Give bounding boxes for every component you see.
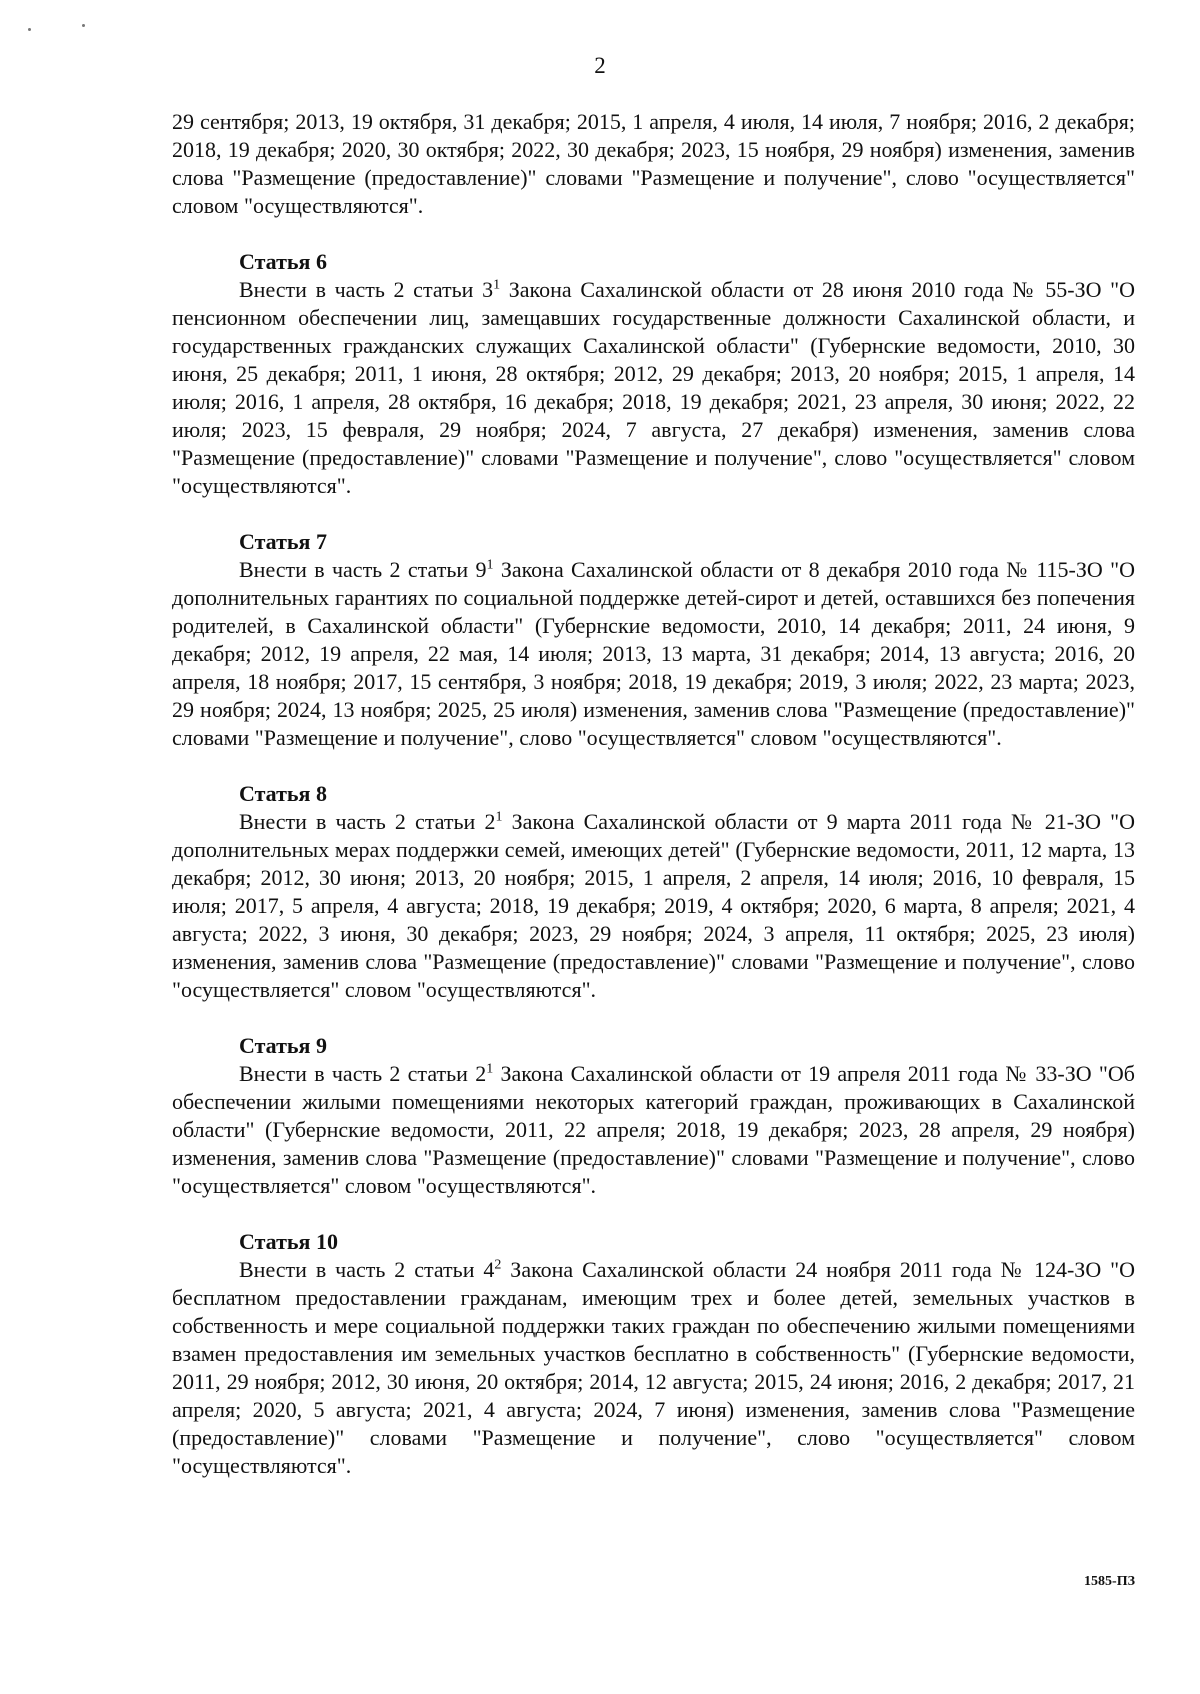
article-text xyxy=(172,808,1135,1004)
scan-speck xyxy=(82,24,85,27)
article-title: Статья 8 xyxy=(239,781,327,806)
article-text-start: Внести в часть 2 статьи 3 xyxy=(239,277,494,302)
article-text xyxy=(172,1060,1135,1200)
article-superscript: 1 xyxy=(493,277,501,293)
article-text-rest: Закона Сахалинской области от 19 апреля 2011 года № 33-ЗО "Об обеспечении жилыми помещениями некоторых категорий граждан, проживающих в Сахалинской области" (Губернские ведомости, 2011, 22 апреля; 2018, 19 декабря; 2023, 28 апреля, 29 ноября) изменения, заменив слова "Размещение (предоставление)" словами "Размещение и получение", слово "осуществляется" словом "осуществляются". xyxy=(172,1061,1135,1198)
article-text-rest: Закона Сахалинской области от 9 марта 2011 года № 21-ЗО "О дополнительных мерах поддержки семей, имеющих детей" (Губернские ведомости, 2011, 12 марта, 13 декабря; 2012, 30 июня; 2013, 20 ноября; 2015, 1 апреля, 2 апреля, 14 июля; 2016, 10 февраля, 15 июля; 2017, 5 апреля, 4 августа; 2018, 19 декабря; 2019, 4 октября; 2020, 6 марта, 8 апреля; 2021, 4 августа; 2022, 3 июня, 30 декабря; 2023, 29 ноября; 2024, 3 апреля, 11 октября; 2025, 23 июля) изменения, заменив слова "Размещение (предоставление)" словами "Размещение и получение", слово "осуществляется" словом "осуществляются". xyxy=(172,809,1135,1002)
article-text xyxy=(172,276,1135,500)
article-text-rest: Закона Сахалинской области от 28 июня 2010 года № 55-ЗО "О пенсионном обеспечении лиц, замещавших государственные должности Сахалинской области, и государственных гражданских служащих Сахалинской области" (Губернские ведомости, 2010, 30 июня, 25 декабря; 2011, 1 июня, 28 октября; 2012, 29 декабря; 2013, 20 ноября; 2015, 1 апреля, 14 июля; 2016, 1 апреля, 28 октября, 16 декабря; 2018, 19 декабря; 2021, 23 апреля, 30 июня; 2022, 22 июля; 2023, 15 февраля, 29 ноября; 2024, 7 августа, 27 декабря) изменения, заменив слова "Размещение (предоставление)" словами "Размещение и получение", слово "осуществляется" словом "осуществляются". xyxy=(172,277,1136,498)
article-text xyxy=(172,1256,1135,1480)
article-superscript: 1 xyxy=(486,1061,494,1077)
page-number: 2 xyxy=(594,53,606,78)
article-superscript: 1 xyxy=(486,557,494,573)
scan-speck xyxy=(28,28,31,31)
article-text xyxy=(172,556,1135,752)
article-text-rest: Закона Сахалинской области от 8 декабря 2010 года № 115-ЗО "О дополнительных гарантиях по социальной поддержке детей-сирот и детей, оставшихся без попечения родителей, в Сахалинской области" (Губернские ведомости, 2010, 14 декабря; 2011, 24 июня, 9 декабря; 2012, 19 апреля, 22 мая, 14 июля; 2013, 13 марта, 31 декабря; 2014, 13 августа; 2016, 20 апреля, 18 ноября; 2017, 15 сентября, 3 ноября; 2018, 19 декабря; 2019, 3 июля; 2022, 23 марта; 2023, 29 ноября; 2024, 13 ноября; 2025, 25 июля) изменения, заменив слова "Размещение (предоставление)" словами "Размещение и получение", слово "осуществляется" словом "осуществляются". xyxy=(172,557,1135,750)
article-superscript: 1 xyxy=(495,809,503,825)
article-title: Статья 6 xyxy=(239,249,327,274)
article-text-start: Внести в часть 2 статьи 4 xyxy=(239,1257,495,1282)
intro-paragraph: 29 сентября; 2013, 19 октября, 31 декабря; 2015, 1 апреля, 4 июля, 14 июля, 7 ноября; 2016, 2 декабря; 2018, 19 декабря; 2020, 30 октября; 2022, 30 декабря; 2023, 15 ноября, 29 ноября) изменения, заменив слова "Размещение (предоставление)" словами "Размещение и получение", слово "осуществляется" словом "осуществляются". xyxy=(172,109,1135,218)
article-title: Статья 9 xyxy=(239,1033,327,1058)
article-6 xyxy=(172,248,1135,500)
document-code: 1585-ПЗ xyxy=(1084,1574,1135,1589)
article-7 xyxy=(172,528,1135,752)
article-text-start: Внести в часть 2 статьи 9 xyxy=(239,557,487,582)
article-title: Статья 10 xyxy=(239,1229,338,1254)
article-9 xyxy=(172,1032,1135,1200)
article-superscript: 2 xyxy=(494,1257,502,1273)
article-text-rest: Закона Сахалинской области 24 ноября 2011 года № 124-ЗО "О бесплатном предоставлении гражданам, имеющим трех и более детей, земельных участков в собственность и мере социальной поддержки таких граждан по обеспечению жилыми помещениями взамен предоставления им земельных участков бесплатно в собственность" (Губернские ведомости, 2011, 29 ноября; 2012, 30 июня, 20 октября; 2014, 12 августа; 2015, 24 июня; 2016, 2 декабря; 2017, 21 апреля; 2020, 5 августа; 2021, 4 августа; 2024, 7 июня) изменения, заменив слова "Размещение (предоставление)" словами "Размещение и получение", слово "осуществляется" словом "осуществляются". xyxy=(172,1257,1135,1478)
article-text-start: Внести в часть 2 статьи 2 xyxy=(239,809,496,834)
article-text-start: Внести в часть 2 статьи 2 xyxy=(239,1061,487,1086)
article-10 xyxy=(172,1228,1135,1480)
article-title: Статья 7 xyxy=(239,529,327,554)
article-8 xyxy=(172,780,1135,1004)
document-body xyxy=(172,108,1135,1480)
